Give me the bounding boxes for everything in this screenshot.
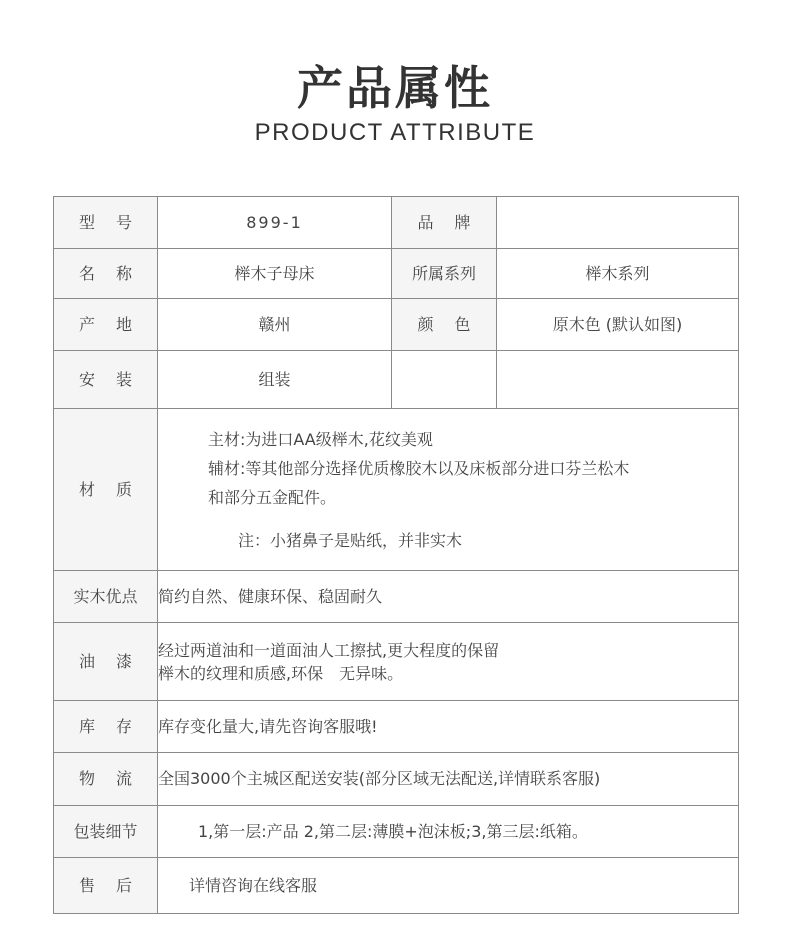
material-note: 注：小猪鼻子是贴纸，并非实木 (238, 530, 463, 550)
table-row (54, 249, 739, 299)
paint-label: 油 漆 (54, 623, 158, 701)
color-label: 颜 色 (392, 299, 497, 351)
stock-value: 库存变化量大,请先咨询客服哦! (158, 701, 739, 753)
material-aux-text-2: 和部分五金配件。 (208, 487, 337, 507)
page-subtitle: PRODUCT ATTRIBUTE (254, 119, 536, 146)
paint-value (158, 623, 739, 701)
table-row (54, 571, 739, 623)
model-value: 899-1 (158, 197, 392, 249)
table-row (54, 197, 739, 249)
origin-value: 赣州 (158, 299, 392, 351)
material-value (158, 409, 739, 571)
empty-cell (392, 351, 497, 409)
page-title: 产品属性 (297, 61, 493, 115)
name-label: 名 称 (54, 249, 158, 299)
install-value: 组装 (158, 351, 392, 409)
material-label: 材 质 (54, 409, 158, 571)
solidwood-value: 简约自然、健康环保、稳固耐久 (158, 571, 739, 623)
table-row (54, 753, 739, 806)
series-value: 榉木系列 (497, 249, 739, 299)
install-label: 安 装 (54, 351, 158, 409)
brand-value (497, 197, 739, 249)
packing-value: 1,第一层:产品 2,第二层:薄膜+泡沫板;3,第三层:纸箱。 (158, 806, 739, 858)
name-value: 榉木子母床 (158, 249, 392, 299)
material-aux-text-1: 辅材:等其他部分选择优质橡胶木以及床板部分进口芬兰松木 (208, 458, 630, 478)
table-row (54, 858, 739, 914)
table-row (54, 409, 739, 571)
logistics-value: 全国3000个主城区配送安装(部分区域无法配送,详情联系客服) (158, 753, 739, 806)
logistics-label: 物 流 (54, 753, 158, 806)
packing-label: 包装细节 (54, 806, 158, 858)
table-row (54, 701, 739, 753)
empty-cell (497, 351, 739, 409)
material-main-text: 主材:为进口AA级榉木,花纹美观 (208, 429, 433, 449)
aftersale-value: 详情咨询在线客服 (158, 858, 739, 914)
model-label: 型 号 (54, 197, 158, 249)
series-label: 所属系列 (392, 249, 497, 299)
paint-text-2: 榉木的纹理和质感,环保 无异味。 (158, 663, 404, 683)
product-attribute-table (53, 196, 739, 914)
paint-text-1: 经过两道油和一道面油人工擦拭,更大程度的保留 (158, 640, 500, 660)
table-row (54, 806, 739, 858)
origin-label: 产 地 (54, 299, 158, 351)
table-row (54, 623, 739, 701)
color-value: 原木色 (默认如图) (497, 299, 739, 351)
table-row (54, 351, 739, 409)
solidwood-label: 实木优点 (54, 571, 158, 623)
aftersale-label: 售 后 (54, 858, 158, 914)
table-row (54, 299, 739, 351)
stock-label: 库 存 (54, 701, 158, 753)
brand-label: 品 牌 (392, 197, 497, 249)
